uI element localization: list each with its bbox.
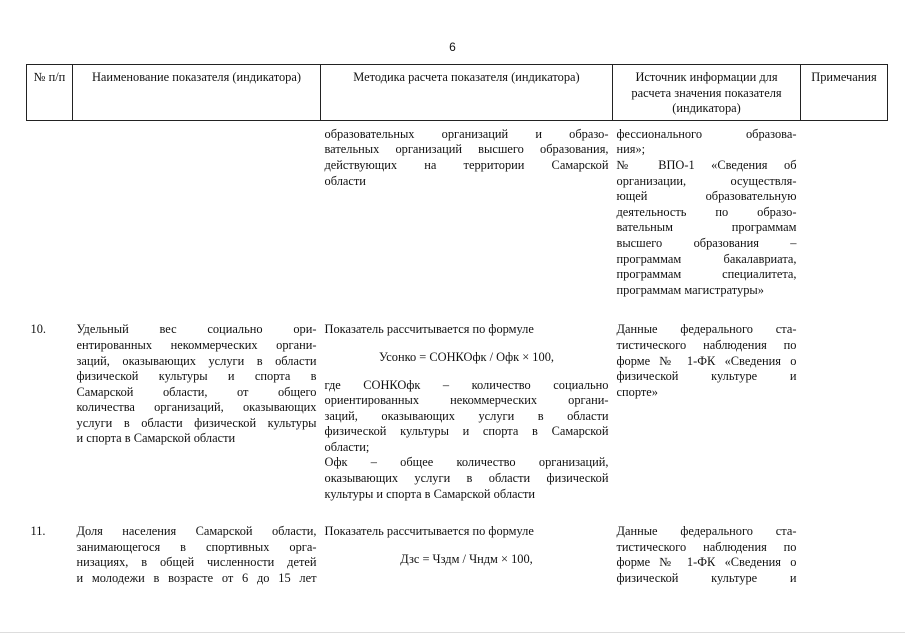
page-bottom-edge: [0, 632, 905, 633]
source-line: Данные федерального ста-: [616, 524, 797, 539]
source-line: ния»;: [616, 142, 646, 157]
source-line: высшего образования –: [616, 235, 797, 250]
method-line: заций, оказывающих услуги в области: [324, 408, 609, 423]
name-line: занимающегося в спортивных орга-: [76, 539, 317, 554]
header-notes: Примечания: [801, 65, 888, 121]
source-line: программам специалитета,: [616, 267, 797, 282]
method-intro: Показатель рассчитывается по формуле: [324, 524, 534, 539]
table-row: [27, 502, 888, 586]
name-line: Доля населения Самарской области,: [76, 524, 317, 539]
row-notes: [801, 298, 888, 502]
row-source: [613, 502, 801, 586]
method-line: действующих на территории Самарской: [324, 157, 609, 172]
row-name: [73, 298, 321, 502]
method-line: оказывающих услуги в области физической: [324, 471, 609, 486]
table-row: [27, 298, 888, 502]
row-source: [613, 120, 801, 298]
source-line: вательным программам: [616, 220, 797, 235]
name-line: услуги в области физической культуры: [76, 415, 317, 430]
method-line: ориентированных некоммерческих органи-: [324, 393, 609, 408]
formula: Усонко = СОНКОфк / Офк × 100,: [379, 349, 554, 364]
formula: Дзс = Чздм / Чндм × 100,: [400, 551, 533, 566]
header-method: Методика расчета показателя (индикатора): [321, 65, 613, 121]
method-line: области;: [324, 439, 370, 454]
source-line: программам бакалавриата,: [616, 251, 797, 266]
name-line: заций, оказывающих услуги в области: [76, 353, 317, 368]
name-line: Самарской области, от общего: [76, 384, 317, 399]
row-method: [321, 298, 613, 502]
source-line: форме № 1-ФК «Сведения о: [616, 555, 797, 570]
source-line: № ВПО-1 «Сведения об: [616, 157, 797, 172]
method-intro: Показатель рассчитывается по формуле: [324, 322, 534, 337]
table-row: [27, 120, 888, 298]
name-line: физической культуры и спорта в: [76, 369, 317, 384]
name-line: количества организаций, оказывающих: [76, 400, 317, 415]
source-line: Данные федерального ста-: [616, 322, 797, 337]
name-line: и молодежи в возрасте от 6 до 15 лет: [76, 571, 317, 586]
source-line: фессионального образова-: [616, 126, 797, 141]
source-line: форме № 1-ФК «Сведения о: [616, 353, 797, 368]
source-line: физической культуре и: [616, 369, 797, 384]
header-name: Наименование показателя (индикатора): [73, 65, 321, 121]
row-num: 11.: [30, 524, 46, 539]
source-line: тистического наблюдения по: [616, 539, 797, 554]
source-line: физической культуре и: [616, 571, 797, 586]
row-name: [73, 120, 321, 298]
name-line: и спорта в Самарской области: [76, 431, 236, 446]
method-line: культуры и спорта в Самарской области: [324, 486, 536, 501]
row-name: [73, 502, 321, 586]
method-line: физической культуры и спорта в Самарской: [324, 424, 609, 439]
name-line: низациях, в общей численности детей: [76, 555, 317, 570]
source-line: ющей образовательную: [616, 189, 797, 204]
method-line: образовательных организаций и образо-: [324, 126, 609, 141]
method-line: области: [324, 173, 366, 188]
row-source: [613, 298, 801, 502]
source-line: программам магистратуры»: [616, 282, 764, 297]
row-notes: [801, 120, 888, 298]
source-line: спорте»: [616, 384, 658, 399]
method-line: вательных организаций высшего образования,: [324, 142, 609, 157]
table-header-row: [27, 65, 888, 121]
method-line: Офк – общее количество организаций,: [324, 455, 609, 470]
source-line: тистического наблюдения по: [616, 337, 797, 352]
source-line: организации, осуществля-: [616, 173, 797, 188]
row-notes: [801, 502, 888, 586]
row-num: [27, 120, 73, 298]
name-line: Удельный вес социально ори-: [76, 322, 317, 337]
row-method: [321, 502, 613, 586]
row-num: 10.: [30, 322, 46, 337]
row-method: [321, 120, 613, 298]
name-line: ентированных некоммерческих органи-: [76, 337, 317, 352]
page-number: 6: [449, 40, 456, 54]
header-source: Источник информации для расчета значения показателя (индикатора): [613, 65, 801, 121]
source-line: деятельность по образо-: [616, 204, 797, 219]
indicators-table: [26, 64, 888, 587]
header-num: № п/п: [27, 65, 73, 121]
method-line: где СОНКОфк – количество социально: [324, 377, 609, 392]
